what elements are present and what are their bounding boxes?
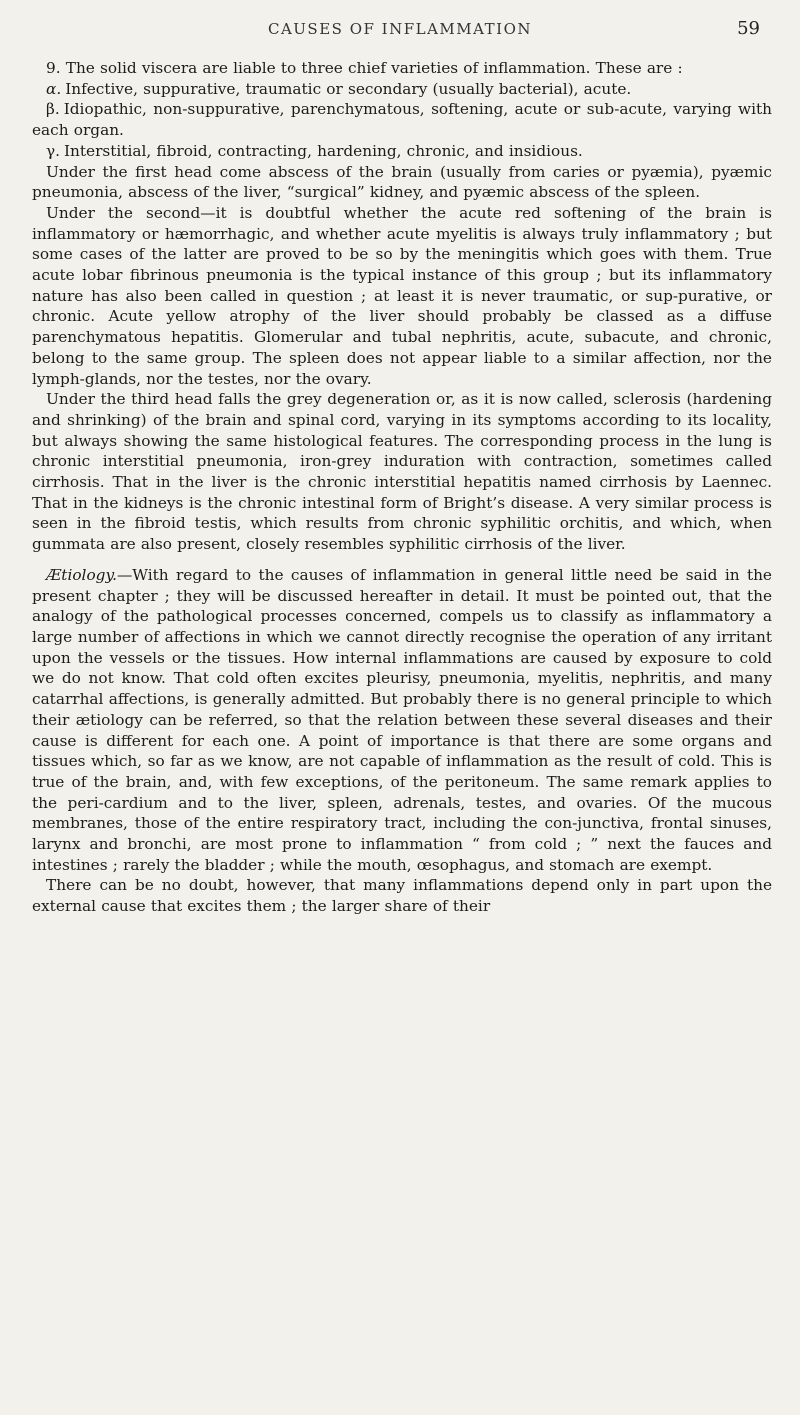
section-gap bbox=[32, 555, 772, 565]
paragraph-final: There can be no doubt, however, that many inflammations depend only in part upon the external cause that excites them ; the larger share of their bbox=[32, 876, 772, 916]
paragraph-third-head: Under the third head falls the grey degeneration or, as it is now called, sclerosis (hardening and shrinking) of the brain and spinal cord, varying in its symptoms according to its locality, but always showing the same histological features. The corresponding process in the lung is chronic interstitial pneumonia, iron-grey induration with contraction, sometimes called cirrhosis. That in the liver is the chronic interstitial hepatitis named cirrhosis by Laennec. That in the kidneys is the chronic intestinal form of Bright’s disease. A very similar process is seen in the fibroid testis, which results from chronic syphilitic orchitis, and which, when gummata are also present, closely resembles syphilitic cirrhosis of the liver. bbox=[32, 390, 772, 554]
paragraph-intro: 9. The solid viscera are liable to three chief varieties of inflammation. These are : bbox=[46, 59, 683, 77]
body-text bbox=[32, 58, 772, 917]
running-head-title: CAUSES OF INFLAMMATION bbox=[267, 20, 533, 38]
running-head bbox=[0, 18, 800, 44]
list-marker: α. bbox=[46, 79, 62, 98]
paragraph-aetiology: Ætiology.—With regard to the causes of inflammation in general little need be said in the present chapter ; they will be discussed hereafter in detail. It must be pointed out, that the analogy of the pathological processes concerned, compels us to classify as inflammatory a large number of affections in which we cannot directly recognise the operation of any irritant upon the vessels or the tissues. How internal inflammations are caused by exposure to cold we do not know. That cold often excites pleurisy, pneumonia, myelitis, nephritis, and many catarrhal affections, is generally admitted. But probably there is no general principle to which their ætiology can be referred, so that the relation between these several diseases and their cause is different for each one. A point of importance is that there are some organs and tissues which, so far as we know, are not capable of inflammation as the result of cold. This is true of the brain, and, with few exceptions, of the peritoneum. The same remark applies to the peri-cardium and to the liver, spleen, adrenals, testes, and ovaries. Of the mucous membranes, those of the entire respiratory tract, including the con-junctiva, frontal sinuses, larynx and bronchi, are most prone to inflammation “ from cold ; ” next the fauces and intestines ; rarely the bladder ; while the mouth, œsophagus, and stomach are exempt. bbox=[32, 565, 772, 874]
list-marker: γ. bbox=[46, 141, 61, 160]
page-number: 59 bbox=[737, 18, 760, 39]
paragraph-second-head: Under the second—it is doubtful whether the acute red softening of the brain is inflammatory or hæmorrhagic, and whether acute myelitis is always truly inflammatory ; but some cases of the latter are proved to be so by the meningitis which goes with them. True acute lobar fibrinous pneumonia is the typical instance of this group ; but its inflammatory nature has also been called in question ; at least it is never traumatic, or sup-purative, or chronic. Acute yellow atrophy of the liver should probably be classed as a diffuse parenchymatous hepatitis. Glomerular and tubal nephritis, acute, subacute, and chronic, belong to the same group. The spleen does not appear liable to a similar affection, nor the lymph-glands, nor the testes, nor the ovary. bbox=[32, 203, 772, 388]
list-item-gamma: γ. Interstitial, fibroid, contracting, hardening, chronic, and insidious. bbox=[46, 141, 583, 160]
paragraph-first-head: Under the first head come abscess of the brain (usually from caries or pyæmia), pyæmic pneumonia, abscess of the liver, “surgical” kidney, and pyæmic abscess of the spleen. bbox=[32, 162, 772, 202]
list-item-beta: β. Idiopathic, non-suppurative, parenchymatous, softening, acute or sub-acute, varying with each organ. bbox=[32, 100, 772, 140]
list-marker: β. bbox=[46, 100, 60, 119]
section-lead: Ætiology. bbox=[46, 565, 117, 584]
list-item-alpha: α. Infective, suppurative, traumatic or secondary (usually bacterial), acute. bbox=[46, 79, 632, 98]
